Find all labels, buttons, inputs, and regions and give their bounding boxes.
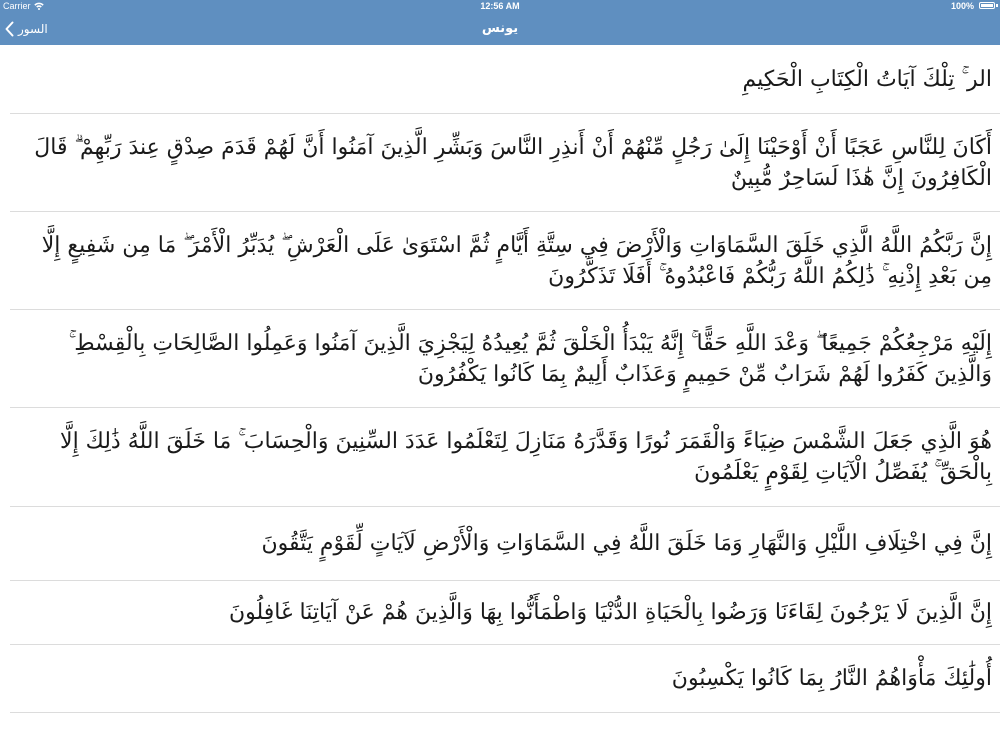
verse-row-1[interactable] <box>10 45 1000 114</box>
verse-text: إِلَيْهِ مَرْجِعُكُمْ جَمِيعًا ۖ وَعْدَ اللَّهِ حَقًّا ۚ إِنَّهُ يَبْدَأُ الْخَلْقَ ثُمَّ يُعِيدُهُ لِيَجْزِيَ الَّذِينَ آمَنُوا وَعَمِلُوا الصَّالِحَاتِ بِالْقِسْطِ ۚ وَالَّذِينَ كَفَرُوا لَهُمْ شَرَابٌ مِّنْ حَمِيمٍ وَعَذَابٌ أَلِيمٌ بِمَا كَانُوا يَكْفُرُونَ <box>68 330 992 387</box>
back-button-label: السور <box>18 21 48 36</box>
navigation-bar <box>0 12 1000 45</box>
battery-percentage: 100% <box>950 1 974 11</box>
verse-row-4[interactable] <box>10 310 1000 408</box>
verse-row-5[interactable] <box>10 408 1000 507</box>
verse-text: هُوَ الَّذِي جَعَلَ الشَّمْسَ ضِيَاءً وَالْقَمَرَ نُورًا وَقَدَّرَهُ مَنَازِلَ لِتَعْلَمُوا عَدَدَ السِّنِينَ وَالْحِسَابَ ۚ مَا خَلَقَ اللَّهُ ذَٰلِكَ إِلَّا بِالْحَقِّ ۚ يُفَصِّلُ الْآيَاتِ لِقَوْمٍ يَعْلَمُونَ <box>60 429 992 485</box>
verse-row-6[interactable] <box>10 507 1000 581</box>
battery-icon <box>979 2 995 9</box>
verse-row-3[interactable] <box>10 212 1000 310</box>
chevron-left-icon <box>5 21 14 37</box>
verse-text: إِنَّ فِي اخْتِلَافِ اللَّيْلِ وَالنَّهَارِ وَمَا خَلَقَ اللَّهُ فِي السَّمَاوَاتِ وَالْأَرْضِ لَآيَاتٍ لِّقَوْمٍ يَتَّقُونَ <box>261 531 992 556</box>
status-time: 12:56 AM <box>480 1 520 11</box>
verse-list[interactable] <box>0 45 1000 750</box>
verse-text: أَكَانَ لِلنَّاسِ عَجَبًا أَنْ أَوْحَيْنَا إِلَىٰ رَجُلٍ مِّنْهُمْ أَنْ أَنذِرِ النَّاسَ وَبَشِّرِ الَّذِينَ آمَنُوا أَنَّ لَهُمْ قَدَمَ صِدْقٍ عِندَ رَبِّهِمْ ۗ قَالَ الْكَافِرُونَ إِنَّ هَٰذَا لَسَاحِرٌ مُّبِينٌ <box>34 134 992 191</box>
verse-text: الر ۚ تِلْكَ آيَاتُ الْكِتَابِ الْحَكِيمِ <box>742 66 992 92</box>
status-bar <box>0 0 1000 12</box>
carrier-label: Carrier <box>3 1 31 11</box>
verse-text: إِنَّ الَّذِينَ لَا يَرْجُونَ لِقَاءَنَا وَرَضُوا بِالْحَيَاةِ الدُّنْيَا وَاطْمَأَنُّوا بِهَا وَالَّذِينَ هُمْ عَنْ آيَاتِنَا غَافِلُونَ <box>228 600 992 625</box>
verse-text: إِنَّ رَبَّكُمُ اللَّهُ الَّذِي خَلَقَ السَّمَاوَاتِ وَالْأَرْضَ فِي سِتَّةِ أَيَّامٍ ثُمَّ اسْتَوَىٰ عَلَى الْعَرْشِ ۖ يُدَبِّرُ الْأَمْرَ ۖ مَا مِن شَفِيعٍ إِلَّا مِن بَعْدِ إِذْنِهِ ۚ ذَٰلِكُمُ اللَّهُ رَبُّكُمْ فَاعْبُدُوهُ ۚ أَفَلَا تَذَكَّرُونَ <box>41 232 992 289</box>
verse-row-8[interactable] <box>10 645 1000 713</box>
back-button[interactable] <box>5 12 48 45</box>
page-title: يونس <box>481 21 519 36</box>
battery-tip <box>996 4 998 7</box>
verse-row-7[interactable] <box>10 581 1000 645</box>
verse-text: أُولَٰئِكَ مَأْوَاهُمُ النَّارُ بِمَا كَانُوا يَكْسِبُونَ <box>671 666 992 691</box>
verse-row-2[interactable] <box>10 114 1000 212</box>
